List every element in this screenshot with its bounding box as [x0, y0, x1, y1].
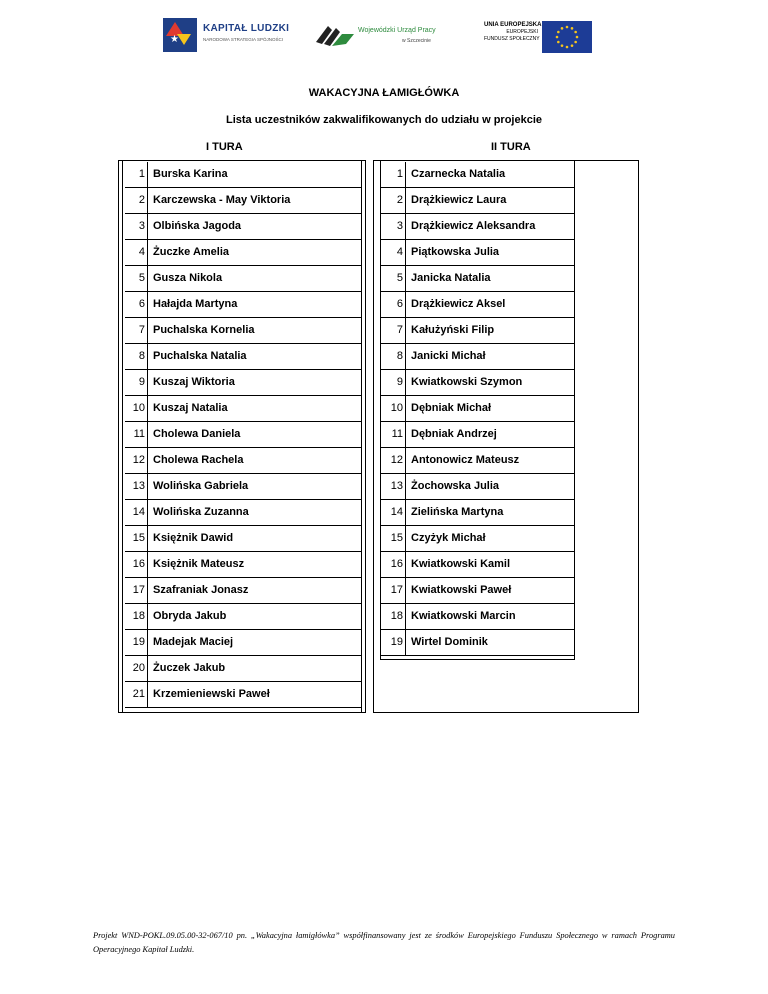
table-row [380, 500, 575, 526]
row-number: 16 [125, 552, 148, 577]
table-row [125, 214, 361, 240]
kapital-ludzki-logo [163, 18, 293, 52]
row-number: 10 [380, 396, 406, 421]
eu-star-icon [557, 31, 560, 34]
ue-line2: EUROPEJSKI [506, 29, 538, 35]
table-row [125, 292, 361, 318]
table-row [125, 162, 361, 188]
table-row [380, 214, 575, 240]
participant-name: Janicka Natalia [411, 272, 491, 284]
table-row [125, 240, 361, 266]
row-number: 4 [125, 240, 148, 265]
table-row [125, 630, 361, 656]
row-number: 13 [125, 474, 148, 499]
table-row [125, 474, 361, 500]
row-number: 7 [125, 318, 148, 343]
row-number: 14 [380, 500, 406, 525]
document-subtitle: Lista uczestników zakwalifikowanych do udziału w projekcie [225, 114, 543, 126]
row-number: 19 [125, 630, 148, 655]
row-number: 11 [380, 422, 406, 447]
ue-text [484, 22, 542, 43]
row-number: 18 [125, 604, 148, 629]
participant-name: Drążkiewicz Laura [411, 194, 507, 206]
eu-star-icon [571, 44, 574, 47]
row-number: 8 [125, 344, 148, 369]
wup-title: Wojewódzki Urząd Pracy [358, 27, 436, 34]
participant-name: Wolińska Zuzanna [153, 506, 249, 518]
participant-name: Cholewa Daniela [153, 428, 241, 440]
row-number: 8 [380, 344, 406, 369]
participant-name: Drążkiewicz Aleksandra [411, 220, 536, 232]
row-number: 21 [125, 682, 148, 707]
table-row [125, 682, 361, 708]
participant-name: Księżnik Dawid [153, 532, 234, 544]
table-row [380, 370, 575, 396]
table-row [380, 630, 575, 656]
row-number: 19 [380, 630, 406, 655]
row-number: 12 [125, 448, 148, 473]
participant-name: Kałużyński Filip [411, 324, 495, 336]
participant-name: Hałajda Martyna [153, 298, 238, 310]
table-row [125, 422, 361, 448]
table-row [125, 448, 361, 474]
participant-name: Antonowicz Mateusz [411, 454, 520, 466]
participant-name: Żuczke Amelia [153, 246, 230, 258]
row-number: 9 [125, 370, 148, 395]
participant-name: Dębniak Andrzej [411, 428, 497, 440]
participant-name: Janicki Michał [411, 350, 486, 362]
table-row [380, 526, 575, 552]
participant-name: Kwiatkowski Kamil [411, 558, 511, 570]
kapital-ludzki-title: KAPITAŁ LUDZKI [203, 23, 290, 34]
document-title: WAKACYJNA ŁAMIGŁÓWKA [308, 87, 460, 99]
table-row [380, 448, 575, 474]
table-row [125, 370, 361, 396]
eu-star-icon [561, 27, 564, 30]
row-number: 1 [125, 162, 148, 187]
eu-star-icon [574, 31, 577, 34]
participant-name: Dębniak Michał [411, 402, 492, 414]
table-row [380, 266, 575, 292]
participant-name: Cholewa Rachela [153, 454, 244, 466]
eu-star-icon [561, 44, 564, 47]
eu-star-icon [571, 27, 574, 30]
row-number: 6 [125, 292, 148, 317]
ue-line3: FUNDUSZ SPOŁECZNY [484, 36, 540, 42]
wup-subtitle: w Szczecinie [402, 38, 431, 44]
participant-name: Kwiatkowski Paweł [411, 584, 512, 596]
eu-star-icon [574, 41, 577, 44]
table-row [380, 162, 575, 188]
eu-star-icon [576, 36, 579, 39]
table-row [125, 656, 361, 682]
participant-name: Kwiatkowski Szymon [411, 376, 523, 388]
table-row [380, 292, 575, 318]
row-number: 12 [380, 448, 406, 473]
eu-flag-icon [542, 21, 592, 53]
participant-name: Puchalska Natalia [153, 350, 247, 362]
participant-name: Olbińska Jagoda [153, 220, 242, 232]
row-number: 1 [380, 162, 406, 187]
ue-logo [484, 18, 592, 52]
wup-emblem-icon [316, 22, 354, 48]
row-number: 15 [125, 526, 148, 551]
participant-name: Szafraniak Jonasz [153, 584, 249, 596]
row-number: 16 [380, 552, 406, 577]
eu-star-icon [556, 36, 559, 39]
table-row [125, 604, 361, 630]
kapital-ludzki-subtitle: NARODOWA STRATEGIA SPÓJNOŚCI [203, 37, 284, 42]
participant-name: Karczewska - May Viktoria [153, 194, 291, 206]
participant-name: Obryda Jakub [153, 610, 227, 622]
kapital-ludzki-emblem-icon: ★ [163, 18, 197, 52]
participant-name: Żuczek Jakub [153, 662, 226, 674]
table-row [380, 422, 575, 448]
tura1-participant-list [125, 162, 361, 708]
table-row [380, 552, 575, 578]
row-number: 6 [380, 292, 406, 317]
participant-name: Kuszaj Wiktoria [153, 376, 235, 388]
participant-name: Drążkiewicz Aksel [411, 298, 506, 310]
tura2-heading: II TURA [491, 141, 531, 153]
row-number: 3 [125, 214, 148, 239]
wup-logo [316, 18, 442, 52]
row-number: 4 [380, 240, 406, 265]
row-number: 9 [380, 370, 406, 395]
row-number: 18 [380, 604, 406, 629]
participant-name: Wolińska Gabriela [153, 480, 249, 492]
row-number: 2 [125, 188, 148, 213]
participant-name: Żochowska Julia [411, 480, 500, 492]
participant-name: Krzemieniewski Paweł [153, 688, 270, 700]
row-number: 2 [380, 188, 406, 213]
eu-star-icon [566, 46, 569, 49]
row-number: 20 [125, 656, 148, 681]
footer-note: Projekt WND-POKL.09.05.00-32-067/10 pn. „Wakacyjna łamigłówka” współfinansowany jest ze środków Europejskiego Funduszu Społecznego w ramach Programu Operacyjnego Kapitał Ludzki. [93, 931, 675, 954]
row-number: 15 [380, 526, 406, 551]
table-row [380, 344, 575, 370]
participant-name: Księżnik Mateusz [153, 558, 245, 570]
row-number: 11 [125, 422, 148, 447]
row-number: 17 [125, 578, 148, 603]
eu-star-icon [557, 41, 560, 44]
table-row [380, 578, 575, 604]
table-row [125, 552, 361, 578]
table-row [380, 604, 575, 630]
table-row [125, 318, 361, 344]
table-row [380, 240, 575, 266]
row-number: 3 [380, 214, 406, 239]
eu-star-icon [566, 26, 569, 29]
row-number: 13 [380, 474, 406, 499]
participant-name: Zielińska Martyna [411, 506, 504, 518]
tura1-frame-line [122, 160, 123, 713]
participant-name: Czyżyk Michał [411, 532, 486, 544]
participant-name: Puchalska Kornelia [153, 324, 255, 336]
ue-line1: UNIA EUROPEJSKA [484, 22, 542, 28]
table-row [380, 318, 575, 344]
table-row [125, 500, 361, 526]
participant-name: Piątkowska Julia [411, 246, 500, 258]
table-row [380, 474, 575, 500]
row-number: 7 [380, 318, 406, 343]
table-row [125, 344, 361, 370]
table-row [125, 188, 361, 214]
row-number: 5 [125, 266, 148, 291]
participant-name: Kuszaj Natalia [153, 402, 228, 414]
tura1-heading: I TURA [206, 141, 243, 153]
table-row [125, 396, 361, 422]
row-number: 10 [125, 396, 148, 421]
participant-name: Czarnecka Natalia [411, 168, 506, 180]
table-row [125, 266, 361, 292]
participant-name: Burska Karina [153, 168, 228, 180]
table-row [380, 396, 575, 422]
tura1-frame-line [361, 160, 362, 713]
table-row [125, 526, 361, 552]
participant-name: Wirtel Dominik [411, 636, 488, 648]
participant-name: Madejak Maciej [153, 636, 234, 648]
participant-name: Gusza Nikola [153, 272, 223, 284]
row-number: 14 [125, 500, 148, 525]
table-row [125, 578, 361, 604]
participant-name: Kwiatkowski Marcin [411, 610, 516, 622]
row-number: 17 [380, 578, 406, 603]
row-number: 5 [380, 266, 406, 291]
table-row [380, 188, 575, 214]
tura2-participant-list [380, 162, 575, 656]
